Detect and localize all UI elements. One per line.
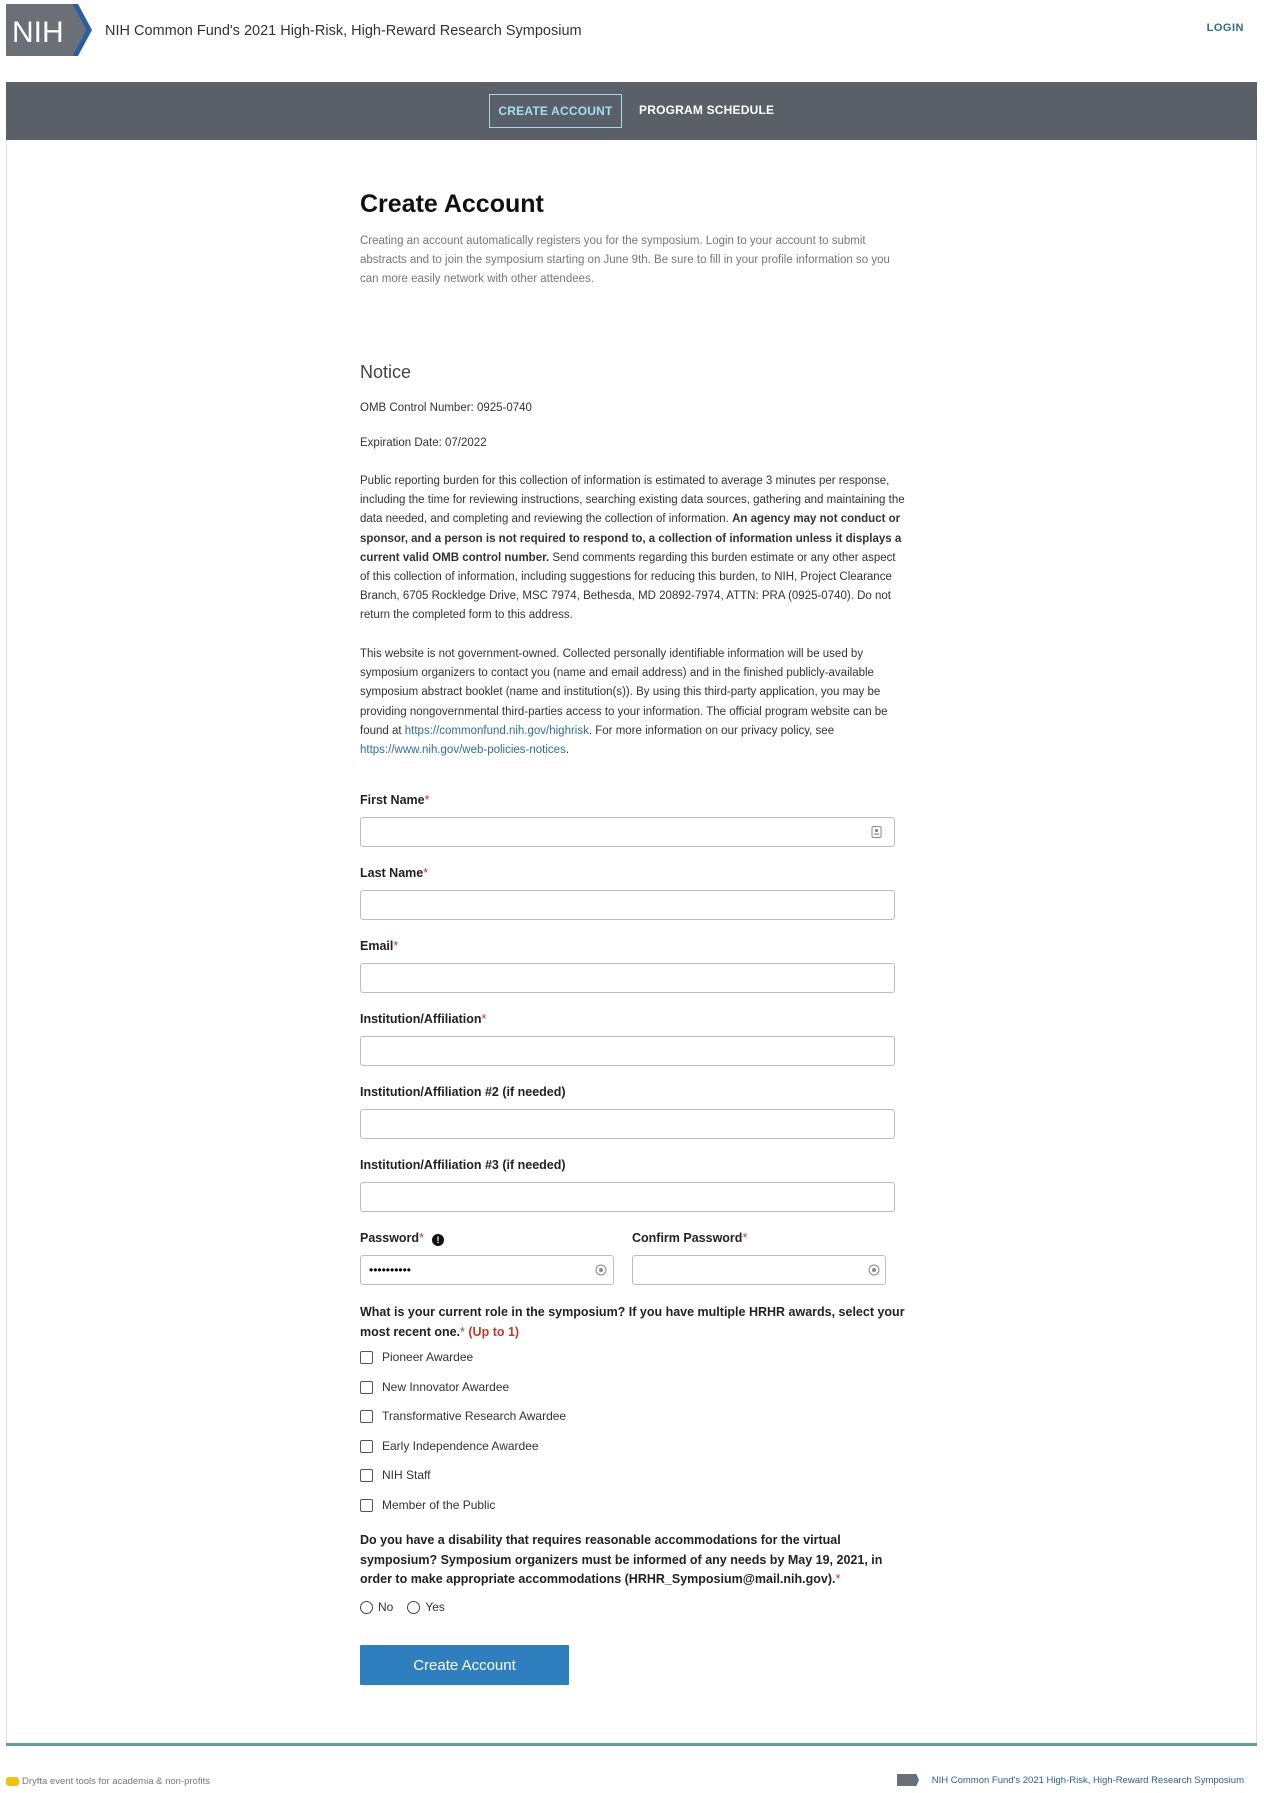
institution2-label: Institution/Affiliation #2 (if needed) — [360, 1085, 566, 1099]
highrisk-link[interactable]: https://commonfund.nih.gov/highrisk — [404, 724, 589, 737]
institution-label: Institution/Affiliation* — [360, 1012, 487, 1026]
disability-options: No Yes — [360, 1600, 459, 1614]
main-nav — [6, 82, 1257, 140]
password-label: Password* ! — [360, 1231, 444, 1246]
site-title: NIH Common Fund's 2021 High-Risk, High-Reward Research Symposium — [105, 23, 582, 39]
password-input[interactable] — [360, 1255, 614, 1285]
checkbox[interactable] — [360, 1410, 373, 1423]
institution-input[interactable] — [360, 1036, 895, 1066]
nih-logo[interactable] — [6, 2, 92, 58]
radio-no[interactable] — [360, 1601, 373, 1614]
dryfta-logo-icon — [6, 1777, 19, 1786]
confirm-password-label: Confirm Password* — [632, 1231, 748, 1245]
footer-divider — [6, 1743, 1257, 1746]
role-option[interactable]: Transformative Research Awardee — [360, 1408, 566, 1424]
page-frame — [6, 140, 1257, 1744]
first-name-label: First Name* — [360, 793, 430, 807]
notice-title: Notice — [360, 362, 412, 382]
role-question: What is your current role in the symposium? If you have multiple HRHR awards, select your most recent one.* (Up to 1) — [360, 1305, 905, 1339]
omb-number: OMB Control Number: 0925-0740 — [360, 402, 532, 414]
role-option[interactable]: Member of the Public — [360, 1497, 495, 1513]
disability-question: Do you have a disability that requires reasonable accommodations for the virtual symposium? Symposium organizers must be informed of any needs by May 19, 2021, in order to make appropriate accommodations (HRHR_Symposium@mail.nih.gov).* — [360, 1533, 883, 1586]
last-name-input[interactable] — [360, 890, 895, 920]
nav-create-account[interactable]: CREATE ACCOUNT — [489, 94, 622, 128]
burden-statement: Public reporting burden for this collection of information is estimated to average 3 minutes per response, including the time for reviewing instructions, searching existing data sources, gathering and maintaining the data needed, and completing and reviewing the collection of information. An agency may not conduct or sponsor, and a person is not required to respond to, a collection of information unless it displays a current valid OMB control number. Send comments regarding this burden estimate or any other aspect of this collection of information, including suggestions for reducing this burden, to NIH, Project Clearance Branch, 6705 Rockledge Drive, MSC 7974, Bethesda, MD 20892-7974, ATTN: PRA (0925-0740). Do not return the completed form to this address. — [360, 475, 905, 622]
institution3-input[interactable] — [360, 1182, 895, 1212]
confirm-password-reveal-icon[interactable] — [868, 1264, 880, 1276]
checkbox[interactable] — [360, 1469, 373, 1482]
footer-credit[interactable]: Dryfta event tools for academia & non-profits — [6, 1776, 210, 1787]
expiration-date: Expiration Date: 07/2022 — [360, 437, 487, 449]
nav-program-schedule[interactable]: PROGRAM SCHEDULE — [639, 103, 775, 117]
privacy-statement: This website is not government-owned. Collected personally identifiable information will be used by symposium organizers to contact you (name and email address) and in the finished publicly-available symposium abstract booklet (name and institution(s)). By using this third-party application, you may be providing nongovernmental third-parties access to your information. The official program website can be found at https://commonfund.nih.gov/highrisk. For more information on our privacy policy, see https://www.nih.gov/web-policies-notices. — [360, 648, 888, 757]
checkbox[interactable] — [360, 1351, 373, 1364]
last-name-label: Last Name* — [360, 866, 429, 880]
role-option[interactable]: New Innovator Awardee — [360, 1379, 509, 1395]
checkbox[interactable] — [360, 1381, 373, 1394]
institution3-label: Institution/Affiliation #3 (if needed) — [360, 1158, 566, 1172]
email-input[interactable] — [360, 963, 895, 993]
checkbox[interactable] — [360, 1440, 373, 1453]
password-reveal-icon[interactable] — [595, 1264, 607, 1276]
privacy-policy-link[interactable]: https://www.nih.gov/web-policies-notices — [360, 744, 566, 757]
confirm-password-input[interactable] — [632, 1255, 886, 1285]
intro-text: Creating an account automatically registers you for the symposium. Login to your account to submit abstracts and to join the symposium starting on June 9th. Be sure to fill in your profile information so you can more easily network with other attendees. — [360, 235, 890, 285]
login-link[interactable]: LOGIN — [1206, 22, 1244, 34]
role-option[interactable]: Pioneer Awardee — [360, 1349, 473, 1365]
role-option[interactable]: NIH Staff — [360, 1467, 430, 1483]
first-name-input[interactable] — [360, 817, 895, 847]
institution2-input[interactable] — [360, 1109, 895, 1139]
email-label: Email* — [360, 939, 399, 953]
top-header — [0, 0, 1264, 62]
radio-yes[interactable] — [407, 1601, 420, 1614]
info-icon[interactable]: ! — [432, 1234, 444, 1246]
footer-site-link[interactable]: NIH Common Fund's 2021 High-Risk, High-Reward Research Symposium — [897, 1774, 1244, 1786]
create-account-button[interactable]: Create Account — [360, 1645, 569, 1685]
contact-card-icon — [871, 826, 882, 838]
page-title: Create Account — [360, 190, 544, 218]
role-option[interactable]: Early Independence Awardee — [360, 1438, 539, 1454]
nih-mini-logo-icon — [897, 1774, 919, 1786]
svg-text:NIH: NIH — [12, 16, 64, 49]
checkbox[interactable] — [360, 1499, 373, 1512]
